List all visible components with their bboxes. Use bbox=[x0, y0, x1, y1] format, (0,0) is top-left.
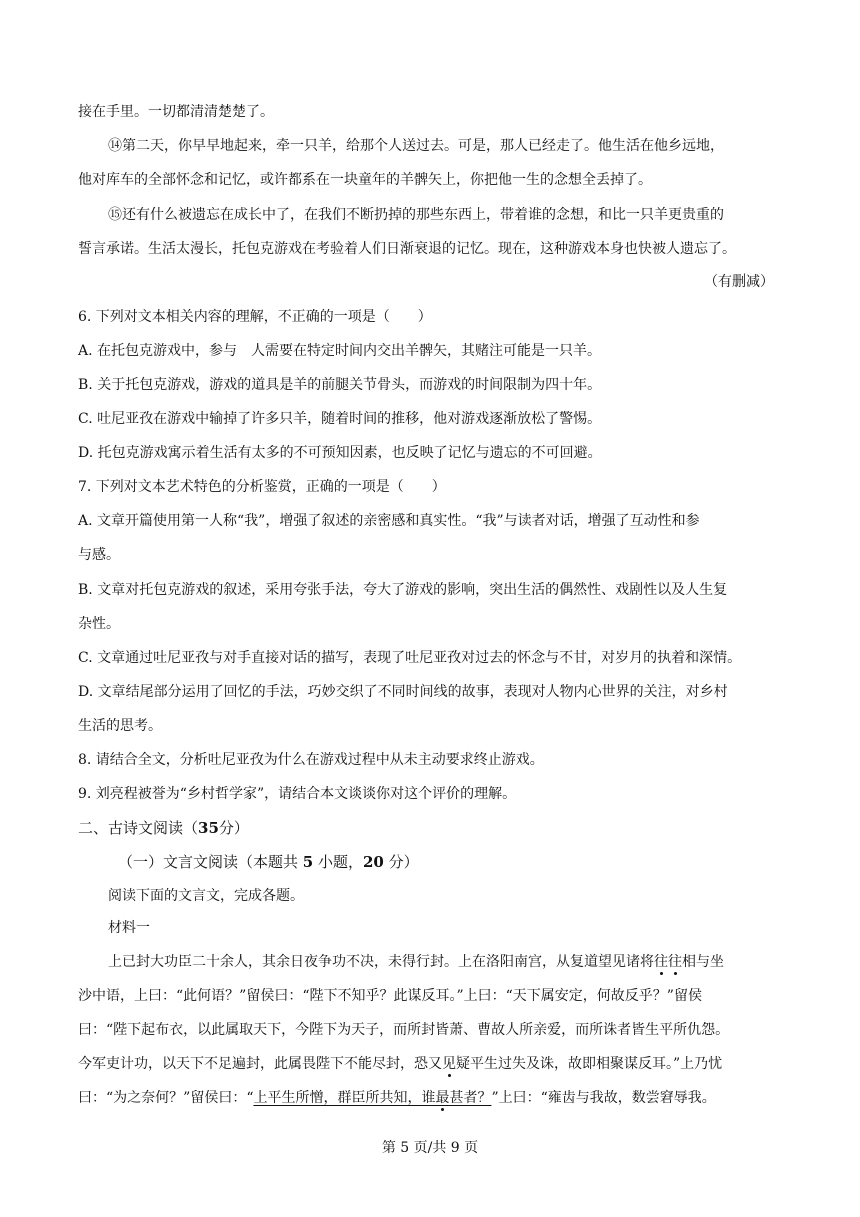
question-6-option-d: D. 托包克游戏寓示着生活有太多的不可预知因素，也反映了记忆与遗忘的不可回避。 bbox=[78, 445, 602, 461]
subsection-count: 5 bbox=[302, 853, 314, 871]
subsection-title-suffix: 分） bbox=[383, 853, 419, 871]
underlined-segment: 上平生所憎，群臣所共知，谁 bbox=[253, 1090, 436, 1106]
question-8: 8. 请结合全文，分析吐尼亚孜为什么在游戏过程中从未主动要求终止游戏。 bbox=[78, 752, 544, 768]
emphasis-dot-char: 见 bbox=[442, 1056, 456, 1072]
source-note: （有删减） bbox=[704, 274, 774, 290]
passage-line: 接在手里。一切都清清楚楚了。 bbox=[78, 104, 274, 120]
classical-text-line-4 bbox=[78, 1054, 722, 1074]
question-7-option-b-line-2: 杂性。 bbox=[78, 616, 120, 632]
question-7-option-d-line-1: D. 文章结尾部分运用了回忆的手法，巧妙交织了不同时间线的故事，表现对人物内心世界的关注，对乡村 bbox=[78, 684, 728, 700]
subsection-title bbox=[118, 852, 419, 872]
page-footer: 第 5 页/共 9 页 bbox=[381, 1140, 479, 1156]
emphasis-dot-char: 往 bbox=[668, 954, 682, 970]
section-2-score: 35 bbox=[198, 819, 219, 837]
classical-text-line-3: 曰：“陛下起布衣，以此属取天下，今陛下为天子，而所封皆萧、曹故人所亲爱，而所诛者皆生平所仇怨。 bbox=[78, 1022, 730, 1038]
question-6-option-b: B. 关于托包克游戏，游戏的道具是羊的前腿关节骨头，而游戏的时间限制为四十年。 bbox=[78, 377, 602, 393]
subsection-title-mid: 小题， bbox=[313, 853, 363, 871]
classical-text-segment: 相与坐 bbox=[682, 954, 724, 970]
classical-text-line-2: 沙中语，上曰：“此何语？”留侯曰：“陛下不知乎？此谋反耳。”上曰：“天下属安定，何故反乎？”留侯 bbox=[78, 988, 702, 1004]
question-6-stem: 6. 下列对文本相关内容的理解，不正确的一项是（ ） bbox=[78, 309, 432, 325]
section-2-title bbox=[78, 818, 249, 838]
passage-paragraph-14-line-2: 他对库车的全部怀念和记忆，或许都系在一块童年的羊髀矢上，你把他一生的念想全丢掉了。 bbox=[78, 172, 652, 188]
question-7-option-c: C. 文章通过吐尼亚孜与对手直接对话的描写，表现了吐尼亚孜对过去的怀念与不甘，对岁月的执着和深情。 bbox=[78, 650, 742, 666]
classical-text-segment: 疑平生过失及诛，故即相聚谋反耳。”上乃忧 bbox=[456, 1056, 723, 1072]
classical-text-line-5 bbox=[78, 1088, 716, 1108]
subsection-score: 20 bbox=[363, 853, 384, 871]
emphasis-dot-char: 往 bbox=[654, 954, 668, 970]
classical-text-segment: 今军吏计功，以天下不足遍封，此属畏陛下不能尽封，恐又 bbox=[78, 1056, 442, 1072]
section-2-title-suffix: 分） bbox=[218, 819, 249, 837]
passage-paragraph-15-line-2: 誓言承诺。生活太漫长，托包克游戏在考验着人们日渐衰退的记忆。现在，这种游戏本身也快被人遗忘了。 bbox=[78, 241, 736, 257]
classical-text-segment: 上已封大功臣二十余人，其余日夜争功不决，未得行封。上在洛阳南宫，从复道望见诸将 bbox=[108, 954, 654, 970]
classical-text-segment: 曰：“为之奈何？”留侯曰：“ bbox=[78, 1090, 254, 1106]
question-7-option-b-line-1: B. 文章对托包克游戏的叙述，采用夸张手法，夸大了游戏的影响，突出生活的偶然性、戏剧性以及人生复 bbox=[78, 582, 728, 598]
passage-paragraph-15-line-1: ⑮还有什么被遗忘在成长中了，在我们不断扔掉的那些东西上，带着谁的念想，和比一只羊更贵重的 bbox=[108, 207, 724, 223]
classical-text-segment: ”上曰：“雍齿与我故，数尝窘辱我。 bbox=[491, 1090, 716, 1106]
question-7-option-d-line-2: 生活的思考。 bbox=[78, 718, 162, 734]
question-6-option-c: C. 吐尼亚孜在游戏中输掉了许多只羊，随着时间的推移，他对游戏逐渐放松了警惕。 bbox=[78, 411, 602, 427]
question-7-option-a-line-2: 与感。 bbox=[78, 547, 120, 563]
classical-text-line-1 bbox=[108, 952, 724, 972]
material-label: 材料一 bbox=[108, 920, 150, 936]
subsection-title-prefix: （一）文言文阅读（本题共 bbox=[118, 853, 303, 871]
question-9: 9. 刘亮程被誉为“乡村哲学家”，请结合本文谈谈你对这个评价的理解。 bbox=[78, 786, 517, 802]
emphasis-dot-char: 最 bbox=[435, 1090, 450, 1106]
underlined-sentence bbox=[253, 1090, 491, 1106]
reading-instruction: 阅读下面的文言文，完成各题。 bbox=[108, 888, 304, 904]
question-7-stem: 7. 下列对文本艺术特色的分析鉴赏，正确的一项是（ ） bbox=[78, 479, 446, 495]
passage-paragraph-14-line-1: ⑭第二天，你早早地起来，牵一只羊，给那个人送过去。可是，那人已经走了。他生活在他乡远地， bbox=[108, 138, 724, 154]
section-2-title-prefix: 二、古诗文阅读（ bbox=[78, 819, 199, 837]
question-6-option-a: A. 在托包克游戏中，参与 人需要在特定时间内交出羊髀矢，其赌注可能是一只羊。 bbox=[78, 343, 602, 359]
question-7-option-a-line-1: A. 文章开篇使用第一人称“我”，增强了叙述的亲密感和真实性。“我”与读者对话，增强了互动性和参 bbox=[78, 513, 700, 529]
underlined-segment: 甚者？ bbox=[449, 1090, 492, 1106]
